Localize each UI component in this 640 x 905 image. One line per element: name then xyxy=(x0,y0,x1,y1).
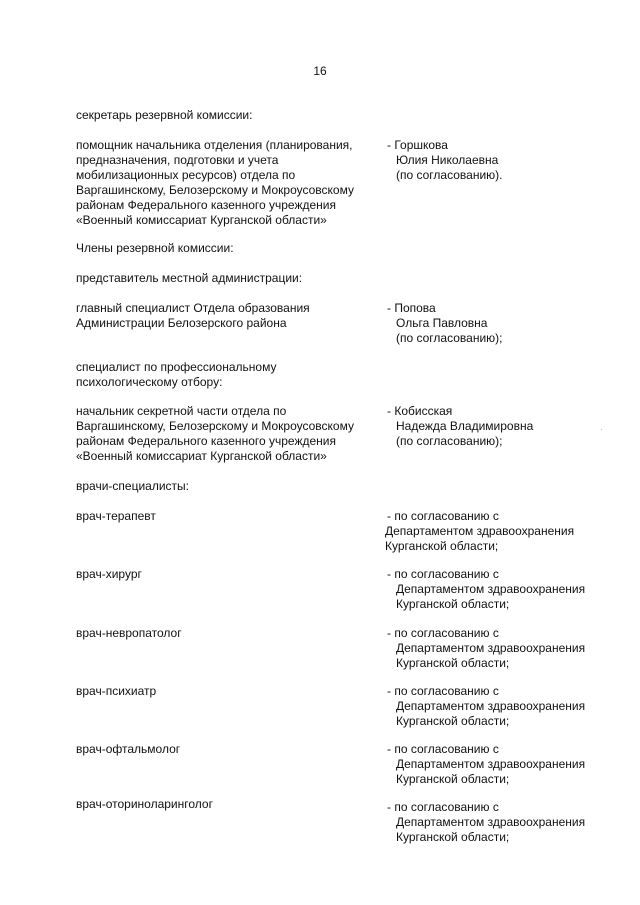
position-line: «Военный комиссариат Курганской области» xyxy=(76,213,327,227)
doctors-heading: врачи-специалисты: xyxy=(76,479,189,493)
note-line: Департаментом здравоохранения xyxy=(396,815,586,829)
education-person xyxy=(387,301,612,346)
person-line: Юлия Николаевна xyxy=(396,153,499,167)
note-line: - по согласованию с xyxy=(387,567,499,581)
secret-unit-position xyxy=(76,404,376,464)
secret-unit-person xyxy=(387,404,612,449)
position-line: Администрации Белозерского района xyxy=(76,316,287,330)
position-line: районам Федерального казенного учреждения xyxy=(76,198,336,212)
person-line: (по согласованию). xyxy=(396,168,503,182)
person-line: - Горшкова xyxy=(387,138,448,152)
position-line: главный специалист Отдела образования xyxy=(76,301,310,315)
note-line: - по согласованию с xyxy=(387,509,499,523)
note-line: Курганской области; xyxy=(396,772,510,786)
doctor-title: врач-невропатолог xyxy=(76,626,182,640)
note-line: Курганской области; xyxy=(396,656,510,670)
note-line: Департаментом здравоохранения xyxy=(385,524,575,538)
education-position xyxy=(76,301,376,331)
heading-line: специалист по профессиональному xyxy=(76,360,277,374)
doctor-title: врач-оториноларинголог xyxy=(76,797,213,811)
position-line: мобилизационных ресурсов) отдела по xyxy=(76,168,296,182)
secretary-heading: секретарь резервной комиссии: xyxy=(76,108,253,122)
person-line: - Кобисская xyxy=(387,404,453,418)
person-line: (по согласованию); xyxy=(396,434,503,448)
page-number: 16 xyxy=(313,64,327,78)
note-line: Департаментом здравоохранения xyxy=(396,757,586,771)
note-line: - по согласованию с xyxy=(387,800,499,814)
person-line: (по согласованию); xyxy=(396,331,503,345)
note-line: - по согласованию с xyxy=(387,684,499,698)
position-line: районам Федерального казенного учреждения xyxy=(76,434,336,448)
doctor-note xyxy=(387,626,612,671)
note-line: Курганской области; xyxy=(396,830,510,844)
doctor-title: врач-офтальмолог xyxy=(76,742,181,756)
doctor-title: врач-терапевт xyxy=(76,509,156,523)
note-line: Курганской области; xyxy=(396,714,510,728)
note-line: Департаментом здравоохранения xyxy=(396,641,586,655)
secretary-position xyxy=(76,138,376,228)
position-line: помощник начальника отделения (планирования, xyxy=(76,138,353,152)
person-line: Ольга Павловна xyxy=(396,316,488,330)
scan-speck xyxy=(601,429,602,430)
doctor-note xyxy=(387,800,612,845)
psych-heading xyxy=(76,360,276,390)
note-line: - по согласованию с xyxy=(387,742,499,756)
position-line: Варгашинскому, Белозерскому и Мокроусовскому xyxy=(76,183,354,197)
position-line: начальник секретной части отдела по xyxy=(76,404,287,418)
secretary-person xyxy=(387,138,612,183)
person-line: Надежда Владимировна xyxy=(396,419,534,433)
person-line: - Попова xyxy=(387,301,436,315)
note-line: Курганской области; xyxy=(385,539,499,553)
note-line: - по согласованию с xyxy=(387,626,499,640)
doctor-title: врач-психиатр xyxy=(76,684,157,698)
note-line: Департаментом здравоохранения xyxy=(396,582,586,596)
position-line: «Военный комиссариат Курганской области» xyxy=(76,449,327,463)
doctor-note xyxy=(387,742,612,787)
doctor-note xyxy=(387,509,612,554)
note-line: Курганской области; xyxy=(396,597,510,611)
doctor-title: врач-хирург xyxy=(76,567,142,581)
position-line: предназначения, подготовки и учета xyxy=(76,153,279,167)
note-line: Департаментом здравоохранения xyxy=(396,699,586,713)
doctor-note xyxy=(387,684,612,729)
position-line: Варгашинскому, Белозерскому и Мокроусовскому xyxy=(76,419,354,433)
doctor-note xyxy=(387,567,612,612)
heading-line: психологическому отбору: xyxy=(76,375,223,389)
local-admin-heading: представитель местной администрации: xyxy=(76,271,303,285)
members-heading: Члены резервной комиссии: xyxy=(76,241,234,255)
